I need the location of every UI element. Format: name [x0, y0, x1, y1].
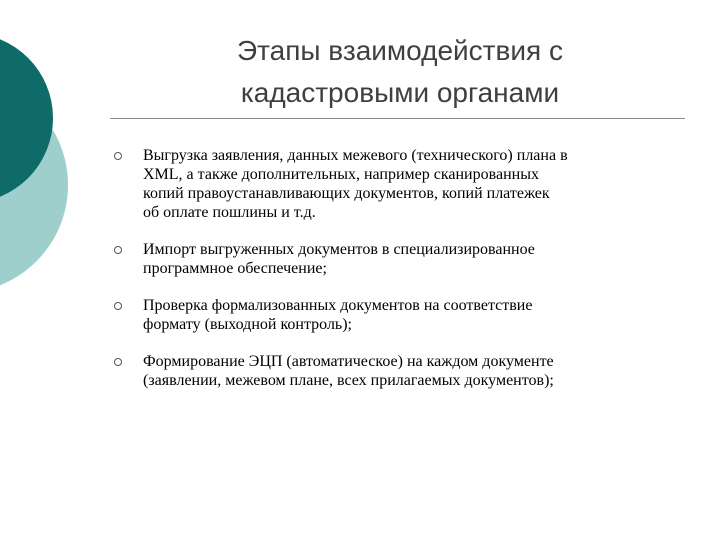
bullet-line: Выгрузка заявления, данных межевого (технического) плана в — [143, 147, 568, 164]
circle-bullet-icon — [114, 246, 122, 254]
bullet-item-export — [112, 146, 692, 222]
bullet-line: формату (выходной контроль); — [143, 316, 352, 333]
bullet-list — [112, 146, 692, 390]
bullet-line: об оплате пошлины и т.д. — [143, 204, 316, 221]
slide-title — [120, 30, 680, 114]
bullet-item-import — [112, 240, 692, 278]
decorative-circles — [0, 0, 120, 300]
bullet-line: Формирование ЭЦП (автоматическое) на каждом документе — [143, 353, 554, 370]
bullet-line: Проверка формализованных документов на соответствие — [143, 297, 533, 314]
bullet-line: Импорт выгруженных документов в специализированное — [143, 241, 535, 258]
title-line-2: кадастровыми органами — [240, 77, 560, 108]
title-line-1: Этапы взаимодействия с — [237, 35, 563, 66]
bullet-line: XML, а также дополнительных, например сканированных — [143, 166, 539, 183]
circle-bullet-icon — [114, 152, 122, 160]
bullet-item-signature — [112, 352, 692, 390]
title-divider — [110, 118, 685, 119]
bullet-item-check — [112, 296, 692, 334]
bullet-line: (заявлении, межевом плане, всех прилагаемых документов); — [143, 372, 554, 389]
bullet-line: копий правоустанавливающих документов, копий платежек — [143, 185, 550, 202]
bullet-line: программное обеспечение; — [143, 260, 327, 277]
circle-bullet-icon — [114, 358, 122, 366]
circle-bullet-icon — [114, 302, 122, 310]
